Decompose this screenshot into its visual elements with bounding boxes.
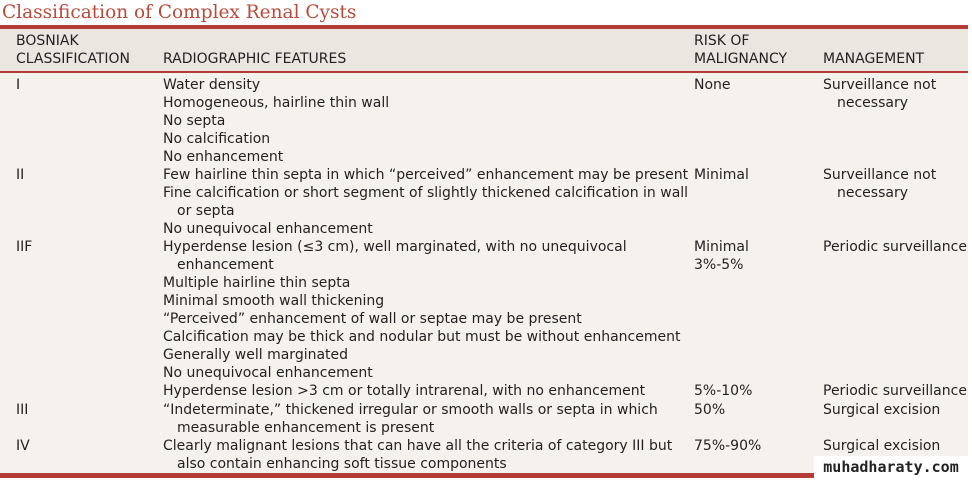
table-header <box>0 29 968 73</box>
table-title: Classification of Complex Renal Cysts <box>2 2 357 23</box>
header-risk-line2: MALIGNANCY <box>694 51 788 67</box>
header-bosniak <box>16 32 130 68</box>
row-iif-feature: “Perceived” enhancement of wall or septae may be present <box>163 311 582 327</box>
row-iif-risk-line1: Minimal <box>694 239 749 255</box>
row-i-management <box>823 76 936 112</box>
watermark: muhadharaty.com <box>814 456 968 478</box>
row-iif-feature: Calcification may be thick and nodular but must be without enhancement <box>163 329 681 345</box>
row-i-feature: No enhancement <box>163 149 284 165</box>
row-ii-feature: or septa <box>177 203 235 219</box>
header-bosniak-line1: BOSNIAK <box>16 33 79 49</box>
row-ii-mgmt-line1: Surveillance not <box>823 167 937 183</box>
row-ii-risk: Minimal <box>694 167 749 183</box>
header-bosniak-line2: CLASSIFICATION <box>16 51 130 67</box>
row-iv-features <box>163 437 672 473</box>
row-iif-risk-extra: 5%-10% <box>694 383 753 399</box>
row-ii-feature: Fine calcification or short segment of slightly thickened calcification in wall <box>163 185 689 201</box>
row-iif-feature: Hyperdense lesion (≤3 cm), well marginated, with no unequivocal <box>163 239 627 255</box>
row-ii-feature: No unequivocal enhancement <box>163 221 373 237</box>
row-i-mgmt-line1: Surveillance not <box>823 77 937 93</box>
row-i-feature: Homogeneous, hairline thin wall <box>163 95 390 111</box>
row-i-mgmt-line2: necessary <box>837 95 909 111</box>
header-management: MANAGEMENT <box>823 51 925 67</box>
row-iif-feature: Multiple hairline thin septa <box>163 275 351 291</box>
row-ii-feature: Few hairline thin septa in which “perceived” enhancement may be present <box>163 167 689 183</box>
row-iv-class: IV <box>16 438 30 454</box>
row-iv-feature: also contain enhancing soft tissue components <box>177 456 507 472</box>
row-iii-feature: “Indeterminate,” thickened irregular or smooth walls or septa in which <box>163 402 658 418</box>
row-iif-risk-line2: 3%-5% <box>694 257 744 273</box>
row-iii-management: Surgical excision <box>823 402 941 418</box>
row-iif-management: Periodic surveillance <box>823 239 967 255</box>
row-iif-feature: Hyperdense lesion >3 cm or totally intrarenal, with no enhancement <box>163 383 646 399</box>
row-iif-features <box>163 238 680 400</box>
row-i-class: I <box>16 77 21 93</box>
header-features: RADIOGRAPHIC FEATURES <box>163 51 347 67</box>
row-ii-mgmt-line2: necessary <box>837 185 909 201</box>
row-ii-management <box>823 166 936 202</box>
row-i-feature: No septa <box>163 113 226 129</box>
row-iv-feature: Clearly malignant lesions that can have all the criteria of category III but <box>163 438 673 454</box>
row-iv-management: Surgical excision <box>823 438 941 454</box>
row-iif-feature: No unequivocal enhancement <box>163 365 373 381</box>
row-iv-risk: 75%-90% <box>694 438 762 454</box>
row-i-risk: None <box>694 77 731 93</box>
row-iif-feature: Minimal smooth wall thickening <box>163 293 385 309</box>
row-ii-class: II <box>16 167 25 183</box>
header-risk-line1: RISK OF <box>694 33 750 49</box>
row-i-features <box>163 76 389 166</box>
row-i-feature: No calcification <box>163 131 271 147</box>
row-iii-feature: measurable enhancement is present <box>177 420 435 436</box>
row-iif-feature: enhancement <box>177 257 274 273</box>
row-i-feature: Water density <box>163 77 261 93</box>
row-iif-risk <box>694 238 749 274</box>
row-ii-features <box>163 166 688 238</box>
row-iii-features <box>163 401 658 437</box>
row-iii-class: III <box>16 402 29 418</box>
header-risk <box>694 32 787 68</box>
row-iii-risk: 50% <box>694 402 726 418</box>
row-iif-class: IIF <box>16 239 33 255</box>
row-iif-feature: Generally well marginated <box>163 347 349 363</box>
row-iif-management-extra: Periodic surveillance <box>823 383 967 399</box>
